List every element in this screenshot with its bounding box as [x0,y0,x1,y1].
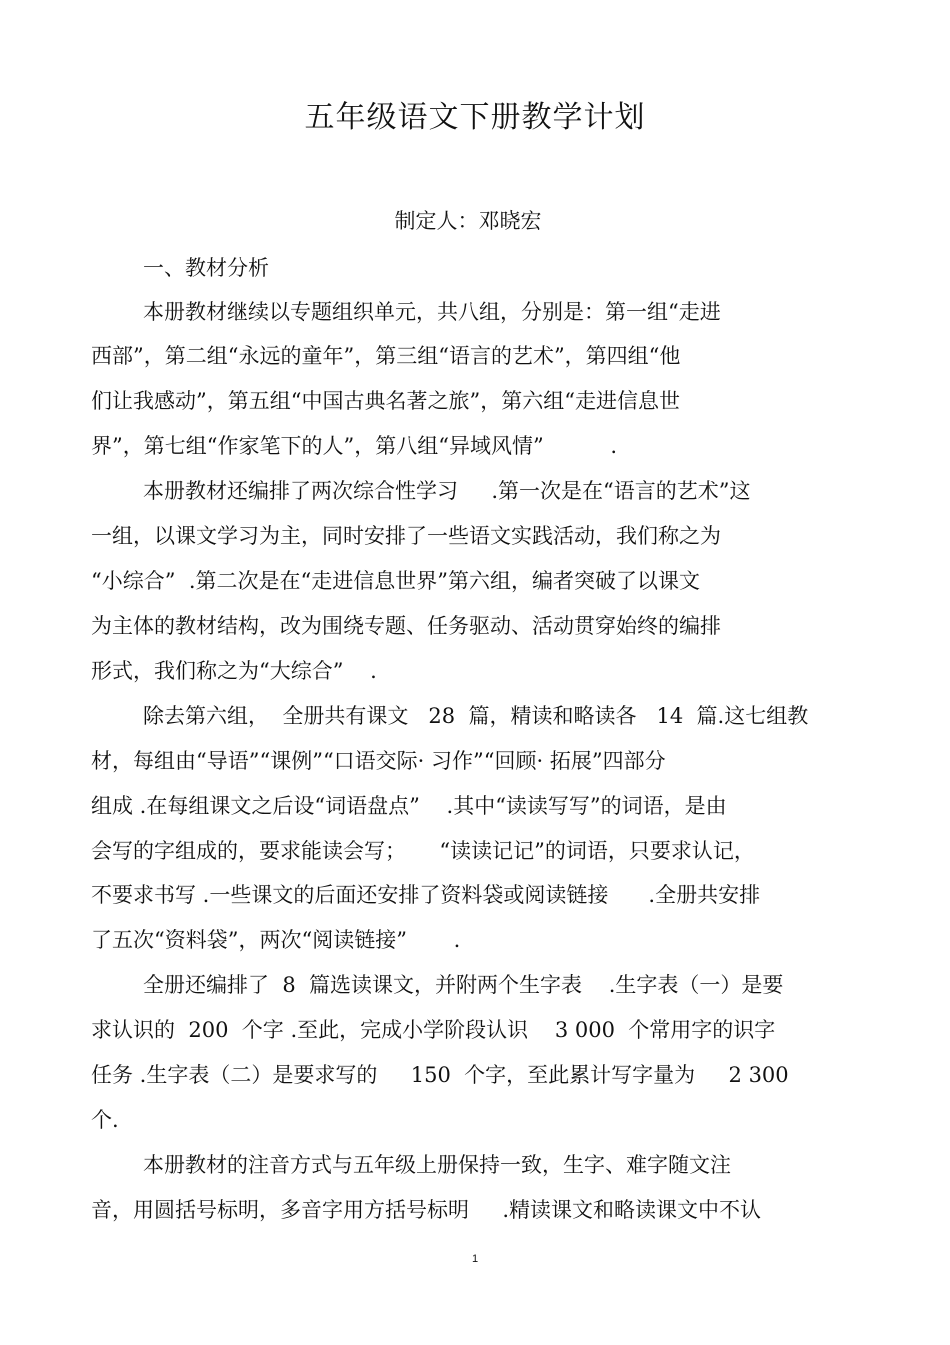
paragraph-line: 不要求书写 .一些课文的后面还安排了资料袋或阅读链接 .全册共安排 [91,883,761,907]
paragraph-line: 形式，我们称之为“大综合” . [91,659,377,683]
section-heading: 一、教材分析 [143,256,269,280]
paragraph-line: 组成 .在每组课文之后设“词语盘点” .其中“读读写写”的词语，是由 [91,794,727,818]
paragraph-line: 本册教材的注音方式与五年级上册保持一致，生字、难字随文注 [143,1153,731,1177]
page-number: 1 [471,1253,479,1265]
paragraph-line: 一组，以课文学习为主，同时安排了一些语文实践活动，我们称之为 [91,524,721,548]
paragraph-line: 会写的字组成的，要求能读会写； “读读记记”的词语，只要求认记， [91,839,755,863]
document-title: 五年级语文下册教学计划 [304,100,646,135]
paragraph-line: 音，用圆括号标明，多音字用方括号标明 .精读课文和略读课文中不认 [91,1198,762,1222]
paragraph-line: 本册教材继续以专题组织单元，共八组，分别是：第一组“走进 [143,300,721,324]
paragraph-line: 除去第六组， 全册共有课文 28 篇，精读和略读各 14 篇.这七组教 [143,704,809,728]
paragraph-line: 为主体的教材结构，改为围绕专题、任务驱动、活动贯穿始终的编排 [91,614,721,638]
paragraph-line: 任务 .生字表（二）是要求写的 150 个字，至此累计写字量为 2 300 [91,1063,789,1087]
paragraph-line: 界”，第七组“作家笔下的人”，第八组“异域风情” . [91,434,618,458]
paragraph-line: 求认识的 200 个字 .至此，完成小学阶段认识 3 000 个常用字的识字 [91,1018,776,1042]
paragraph-line: 材，每组由“导语”“课例”“口语交际· 习作”“回顾· 拓展”四部分 [91,749,666,773]
paragraph-line: 西部”，第二组“永远的童年”，第三组“语言的艺术”，第四组“他 [91,344,681,368]
author-line: 制定人：邓晓宏 [394,209,542,233]
paragraph-line: 了五次“资料袋”，两次“阅读链接” . [91,928,461,952]
paragraph-line: 全册还编排了 8 篇选读课文，并附两个生字表 .生字表（一）是要 [143,973,784,997]
paragraph-line: “小综合” .第二次是在“走进信息世界”第六组，编者突破了以课文 [91,569,700,593]
paragraph-line: 们让我感动”，第五组“中国古典名著之旅”，第六组“走进信息世 [91,389,680,413]
paragraph-line: 个. [91,1108,119,1132]
paragraph-line: 本册教材还编排了两次综合性学习 .第一次是在“语言的艺术”这 [143,479,751,503]
